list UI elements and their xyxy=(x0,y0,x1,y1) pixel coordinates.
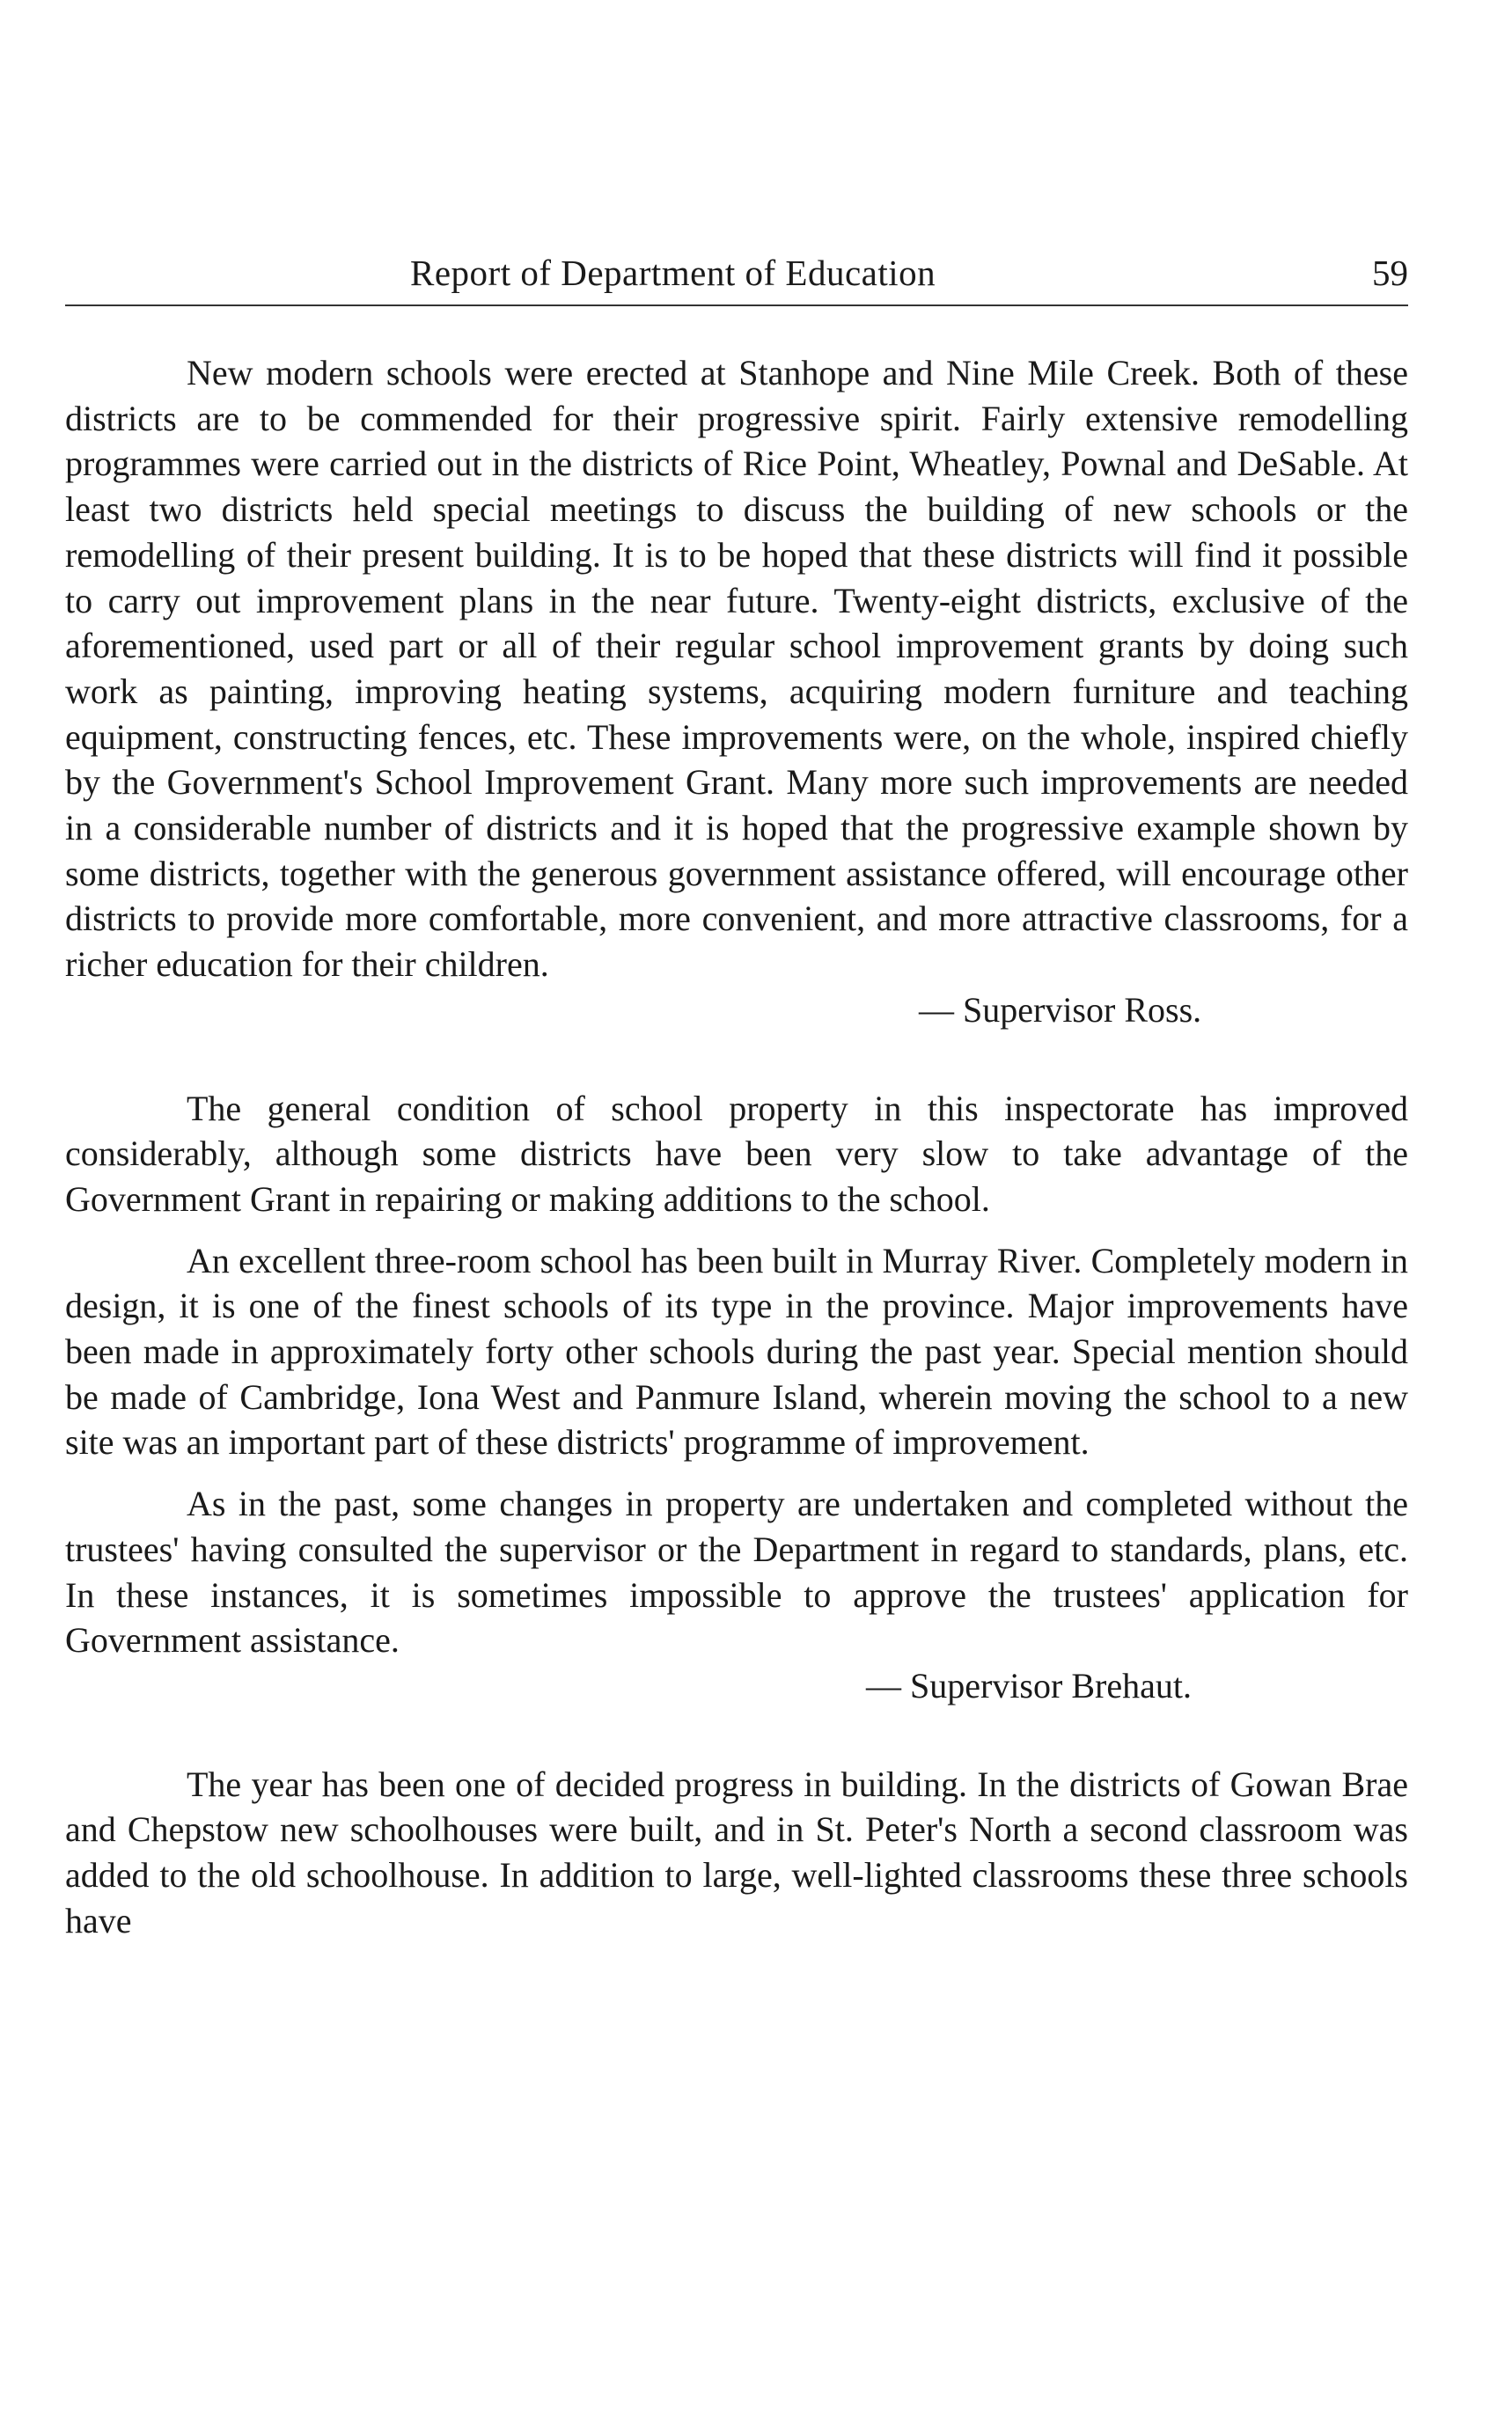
signature-ross: — Supervisor Ross. xyxy=(919,989,1202,1030)
section-gap xyxy=(65,1709,1408,1762)
paragraph-brehaut-property-changes: As in the past, some changes in property are undertaken and completed without the trustees' having consulted the supervisor or the Department in regard to standards, plans, etc. In these instances, it is sometimes impossible to approve the trustees' application for Government assistance. xyxy=(65,1484,1408,1661)
page-number: 59 xyxy=(1372,253,1408,293)
paragraph-brehaut-condition: The general condition of school property in this inspectorate has improved considerably, although some districts have been very slow to take advantage of the Government Grant in repairing or making additions to the school. xyxy=(65,1088,1408,1219)
paragraph-gap xyxy=(65,1222,1408,1238)
paragraph-gap xyxy=(65,1465,1408,1481)
running-head xyxy=(65,252,1408,304)
body-text xyxy=(65,350,1408,1944)
section-gap xyxy=(65,1033,1408,1086)
paragraph-building-progress: The year has been one of decided progress in building. In the districts of Gowan Brae and Chepstow new schoolhouses were built, and in St. Peter's North a second classroom was added to the old schoolhouse. In addition to large, well-lighted classrooms these three schools have xyxy=(65,1764,1408,1940)
paragraph-ross-schools: New modern schools were erected at Stanhope and Nine Mile Creek. Both of these districts are to be commended for their progressive spirit. Fairly extensive remodelling programmes were carried out in the districts of Rice Point, Wheatley, Pownal and DeSable. At least two districts held special meetings to discuss the building of new schools or the remodelling of their present building. It is to be hoped that these districts will find it possible to carry out improvement plans in the near future. Twenty-eight districts, exclusive of the aforementioned, used part or all of their regular school improvement grants by doing such work as painting, improving heating systems, acquiring modern furniture and teaching equipment, constructing fences, etc. These improvements were, on the whole, inspired chiefly by the Government's School Improvement Grant. Many more such improvements are needed in a considerable number of districts and it is hoped that the progressive example shown by some districts, together with the generous government assistance offered, will encourage other districts to provide more comfortable, more convenient, and more attractive classrooms, for a richer education for their children. xyxy=(65,353,1408,985)
header-rule xyxy=(65,304,1408,306)
paragraph-brehaut-murray-river: An excellent three-room school has been built in Murray River. Completely modern in design, it is one of the finest schools of its type in the province. Major improvements have been made in approximately forty other schools during the past year. Special mention should be made of Cambridge, Iona West and Panmure Island, wherein moving the school to a new site was an important part of these districts' programme of improvement. xyxy=(65,1240,1408,1463)
signature-brehaut: — Supervisor Brehaut. xyxy=(866,1665,1192,1705)
running-title: Report of Department of Education xyxy=(410,253,936,293)
